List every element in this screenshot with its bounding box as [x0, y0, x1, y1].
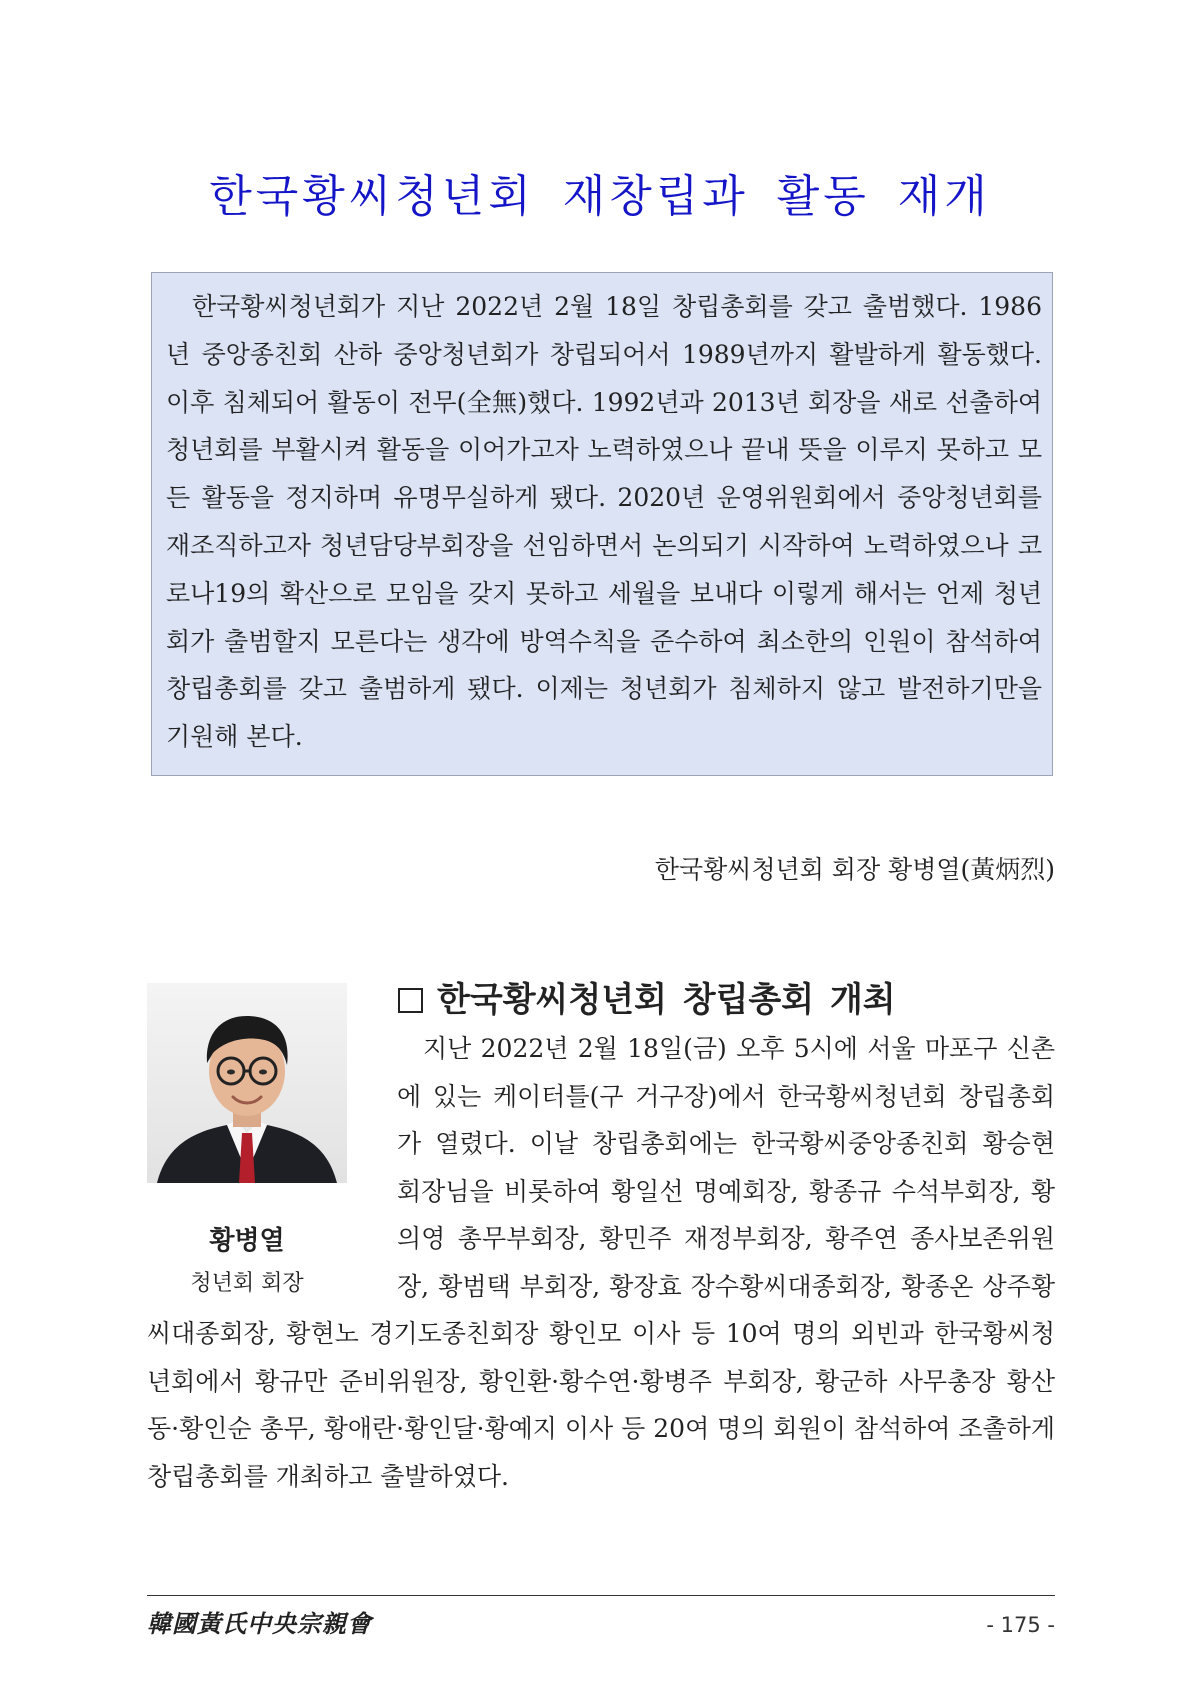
checkbox-icon: [398, 988, 423, 1013]
page-number: - 175 -: [986, 1613, 1055, 1637]
section-heading-text: 한국황씨청년회 창립총회 개최: [437, 980, 896, 1020]
author-byline: 한국황씨청년회 회장 황병열(黃炳烈): [654, 855, 1055, 884]
article-body: [147, 1025, 1055, 1500]
photo-wrap-spacer: [147, 1025, 397, 1310]
photo-caption-role: 청년회 회장: [190, 1271, 304, 1296]
summary-box: [151, 272, 1053, 776]
footer-divider: [147, 1595, 1055, 1596]
photo-caption-name: 황병열: [209, 1226, 285, 1256]
section-heading: [398, 975, 896, 1025]
page-title: 한국황씨청년회 재창립과 활동 재개: [209, 171, 991, 222]
footer-org-name: 韓國黃氏中央宗親會: [147, 1609, 372, 1638]
article-text: 지난 2022년 2월 18일(금) 오후 5시에 서울 마포구 신촌에 있는 케이터틀(구 거구장)에서 한국황씨청년회 창립총회가 열렸다. 이날 창립총회에는 한국황씨중앙종친회 황승현 회장님을 비롯하여 황일선 명예회장, 황종규 수석부회장, 황의영 총무부회장, 황민주 재정부회장, 황주연 종사보존위원장, 황범택 부회장, 황장효 장수황씨대종회장, 황종온 상주황씨대종회장, 황현노 경기도종친회장 황인모 이사 등 10여 명의 외빈과 한국황씨청년회에서 황규만 준비위원장, 황인환·황수연·황병주 부회장, 황군하 사무총장 황산동·황인순 총무, 황애란·황인달·황예지 이사 등 20여 명의 회원이 참석하여 조촐하게 창립총회를 개최하고 출발하였다.: [147, 1034, 1055, 1491]
summary-text: 한국황씨청년회가 지난 2022년 2월 18일 창립총회를 갖고 출범했다. 1986년 중앙종친회 산하 중앙청년회가 창립되어서 1989년까지 활발하게 활동했다. 이후 침체되어 활동이 전무(全無)했다. 1992년과 2013년 회장을 새로 선출하여 청년회를 부활시켜 활동을 이어가고자 노력하였으나 끝내 뜻을 이루지 못하고 모든 활동을 정지하며 유명무실하게 됐다. 2020년 운영위원회에서 중앙청년회를 재조직하고자 청년담당부회장을 선임하면서 논의되기 시작하여 노력하였으나 코로나19의 확산으로 모임을 갖지 못하고 세월을 보내다 이렇게 해서는 언제 청년회가 출범할지 모른다는 생각에 방역수칙을 준수하여 최소한의 인원이 참석하여 창립총회를 갖고 출범하게 됐다. 이제는 청년회가 침체하지 않고 발전하기만을 기원해 본다.: [166, 292, 1042, 752]
